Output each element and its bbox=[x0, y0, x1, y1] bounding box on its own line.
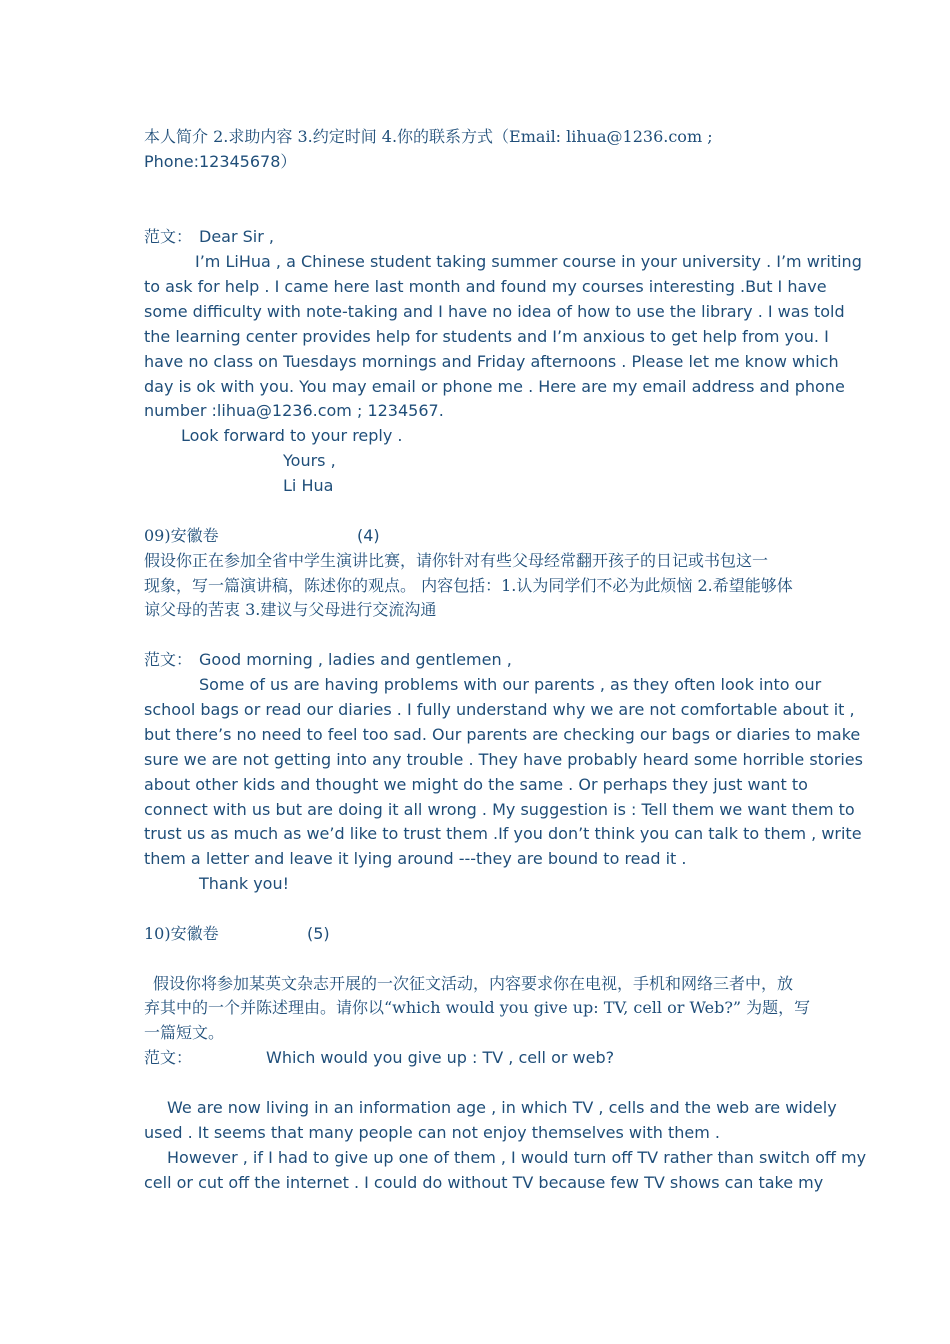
section1-salutation: Dear Sir , bbox=[199, 227, 274, 246]
section1-body-line-4: the learning center provides help for students and I’m anxious to get help from you. I bbox=[144, 327, 829, 346]
section2-body-line-6: connect with us but are doing it all wrong . My suggestion is : Tell them we want them to bbox=[144, 800, 855, 819]
section1-body-line-5: have no class on Tuesdays mornings and Friday afternoons . Please let me know which bbox=[144, 352, 839, 371]
section1-signature: Li Hua bbox=[283, 476, 334, 495]
section2-body-line-8: them a letter and leave it lying around ---they are bound to read it . bbox=[144, 849, 687, 868]
section2-body-line-5: about other kids and thought we might do the same . Or perhaps they just want to bbox=[144, 775, 808, 794]
section2-score: (4) bbox=[357, 526, 380, 545]
section2-prompt-line-1: 假设你正在参加全省中学生演讲比赛，请你针对有些父母经常翻开孩子的日记或书包这一 bbox=[144, 551, 769, 570]
section2-body-line-3: but there’s no need to feel too sad. Our parents are checking our bags or diaries to make bbox=[144, 725, 861, 744]
section2-heading: 09)安徽卷 bbox=[144, 526, 219, 545]
section2-prompt-line-3: 谅父母的苦衷 3.建议与父母进行交流沟通 bbox=[144, 600, 437, 619]
section1-intro-line-2: Phone:12345678） bbox=[144, 152, 297, 171]
section2-body-line-1: Some of us are having problems with our parents , as they often look into our bbox=[199, 675, 822, 694]
section1-body-line-6: day is ok with you. You may email or phone me . Here are my email address and phone bbox=[144, 377, 845, 396]
section3-prompt-line-1: 假设你将参加某英文杂志开展的一次征文活动，内容要求你在电视，手机和网络三者中，放 bbox=[153, 974, 794, 993]
section1-body-line-1: I’m LiHua , a Chinese student taking summer course in your university . I’m writing bbox=[195, 252, 862, 271]
section3-body-line-2: used . It seems that many people can not enjoy themselves with them . bbox=[144, 1123, 720, 1142]
section2-body-line-7: trust us as much as we’d like to trust them .If you don’t think you can talk to them , write bbox=[144, 824, 862, 843]
section2-prompt-line-2: 现象，写一篇演讲稿，陈述你的观点。 内容包括：1.认为同学们不必为此烦恼 2.希望能够体 bbox=[144, 576, 793, 595]
section3-body-line-3: However , if I had to give up one of them , I would turn off TV rather than switch off my bbox=[167, 1148, 867, 1167]
section2-greeting: Good morning , ladies and gentlemen , bbox=[199, 650, 512, 669]
section3-essay-title: Which would you give up : TV , cell or web? bbox=[266, 1048, 615, 1067]
section1-sign-off: Yours , bbox=[283, 451, 336, 470]
section1-body-line-2: to ask for help . I came here last month and found my courses interesting .But I have bbox=[144, 277, 827, 296]
section3-heading: 10)安徽卷 bbox=[144, 924, 219, 943]
section2-body-line-2: school bags or read our diaries . I fully understand why we are not comfortable about it , bbox=[144, 700, 855, 719]
section1-body-line-7: number :lihua@1236.com ; 1234567. bbox=[144, 401, 444, 420]
section3-prompt-line-3: 一篇短文。 bbox=[144, 1023, 225, 1042]
section3-label: 范文： bbox=[144, 1048, 193, 1067]
section1-closing-line: Look forward to your reply . bbox=[181, 426, 403, 445]
section2-thanks: Thank you! bbox=[199, 874, 290, 893]
section3-body-line-1: We are now living in an information age , in which TV , cells and the web are widely bbox=[167, 1098, 837, 1117]
section2-label: 范文： bbox=[144, 650, 193, 669]
section2-body-line-4: sure we are not getting into any trouble . They have probably heard some horrible stories bbox=[144, 750, 863, 769]
section1-intro-line-1: 本人简介 2.求助内容 3.约定时间 4.你的联系方式（Email: lihua@1236.com ; bbox=[144, 127, 713, 146]
section1-body-line-3: some difficulty with note-taking and I have no idea of how to use the library . I was told bbox=[144, 302, 845, 321]
section3-score: (5) bbox=[307, 924, 330, 943]
section1-label: 范文： bbox=[144, 227, 193, 246]
section3-prompt-line-2: 弃其中的一个并陈述理由。请你以“which would you give up: TV, cell or Web?” 为题，写 bbox=[144, 998, 811, 1017]
section3-body-line-4: cell or cut off the internet . I could do without TV because few TV shows can take my bbox=[144, 1173, 824, 1192]
